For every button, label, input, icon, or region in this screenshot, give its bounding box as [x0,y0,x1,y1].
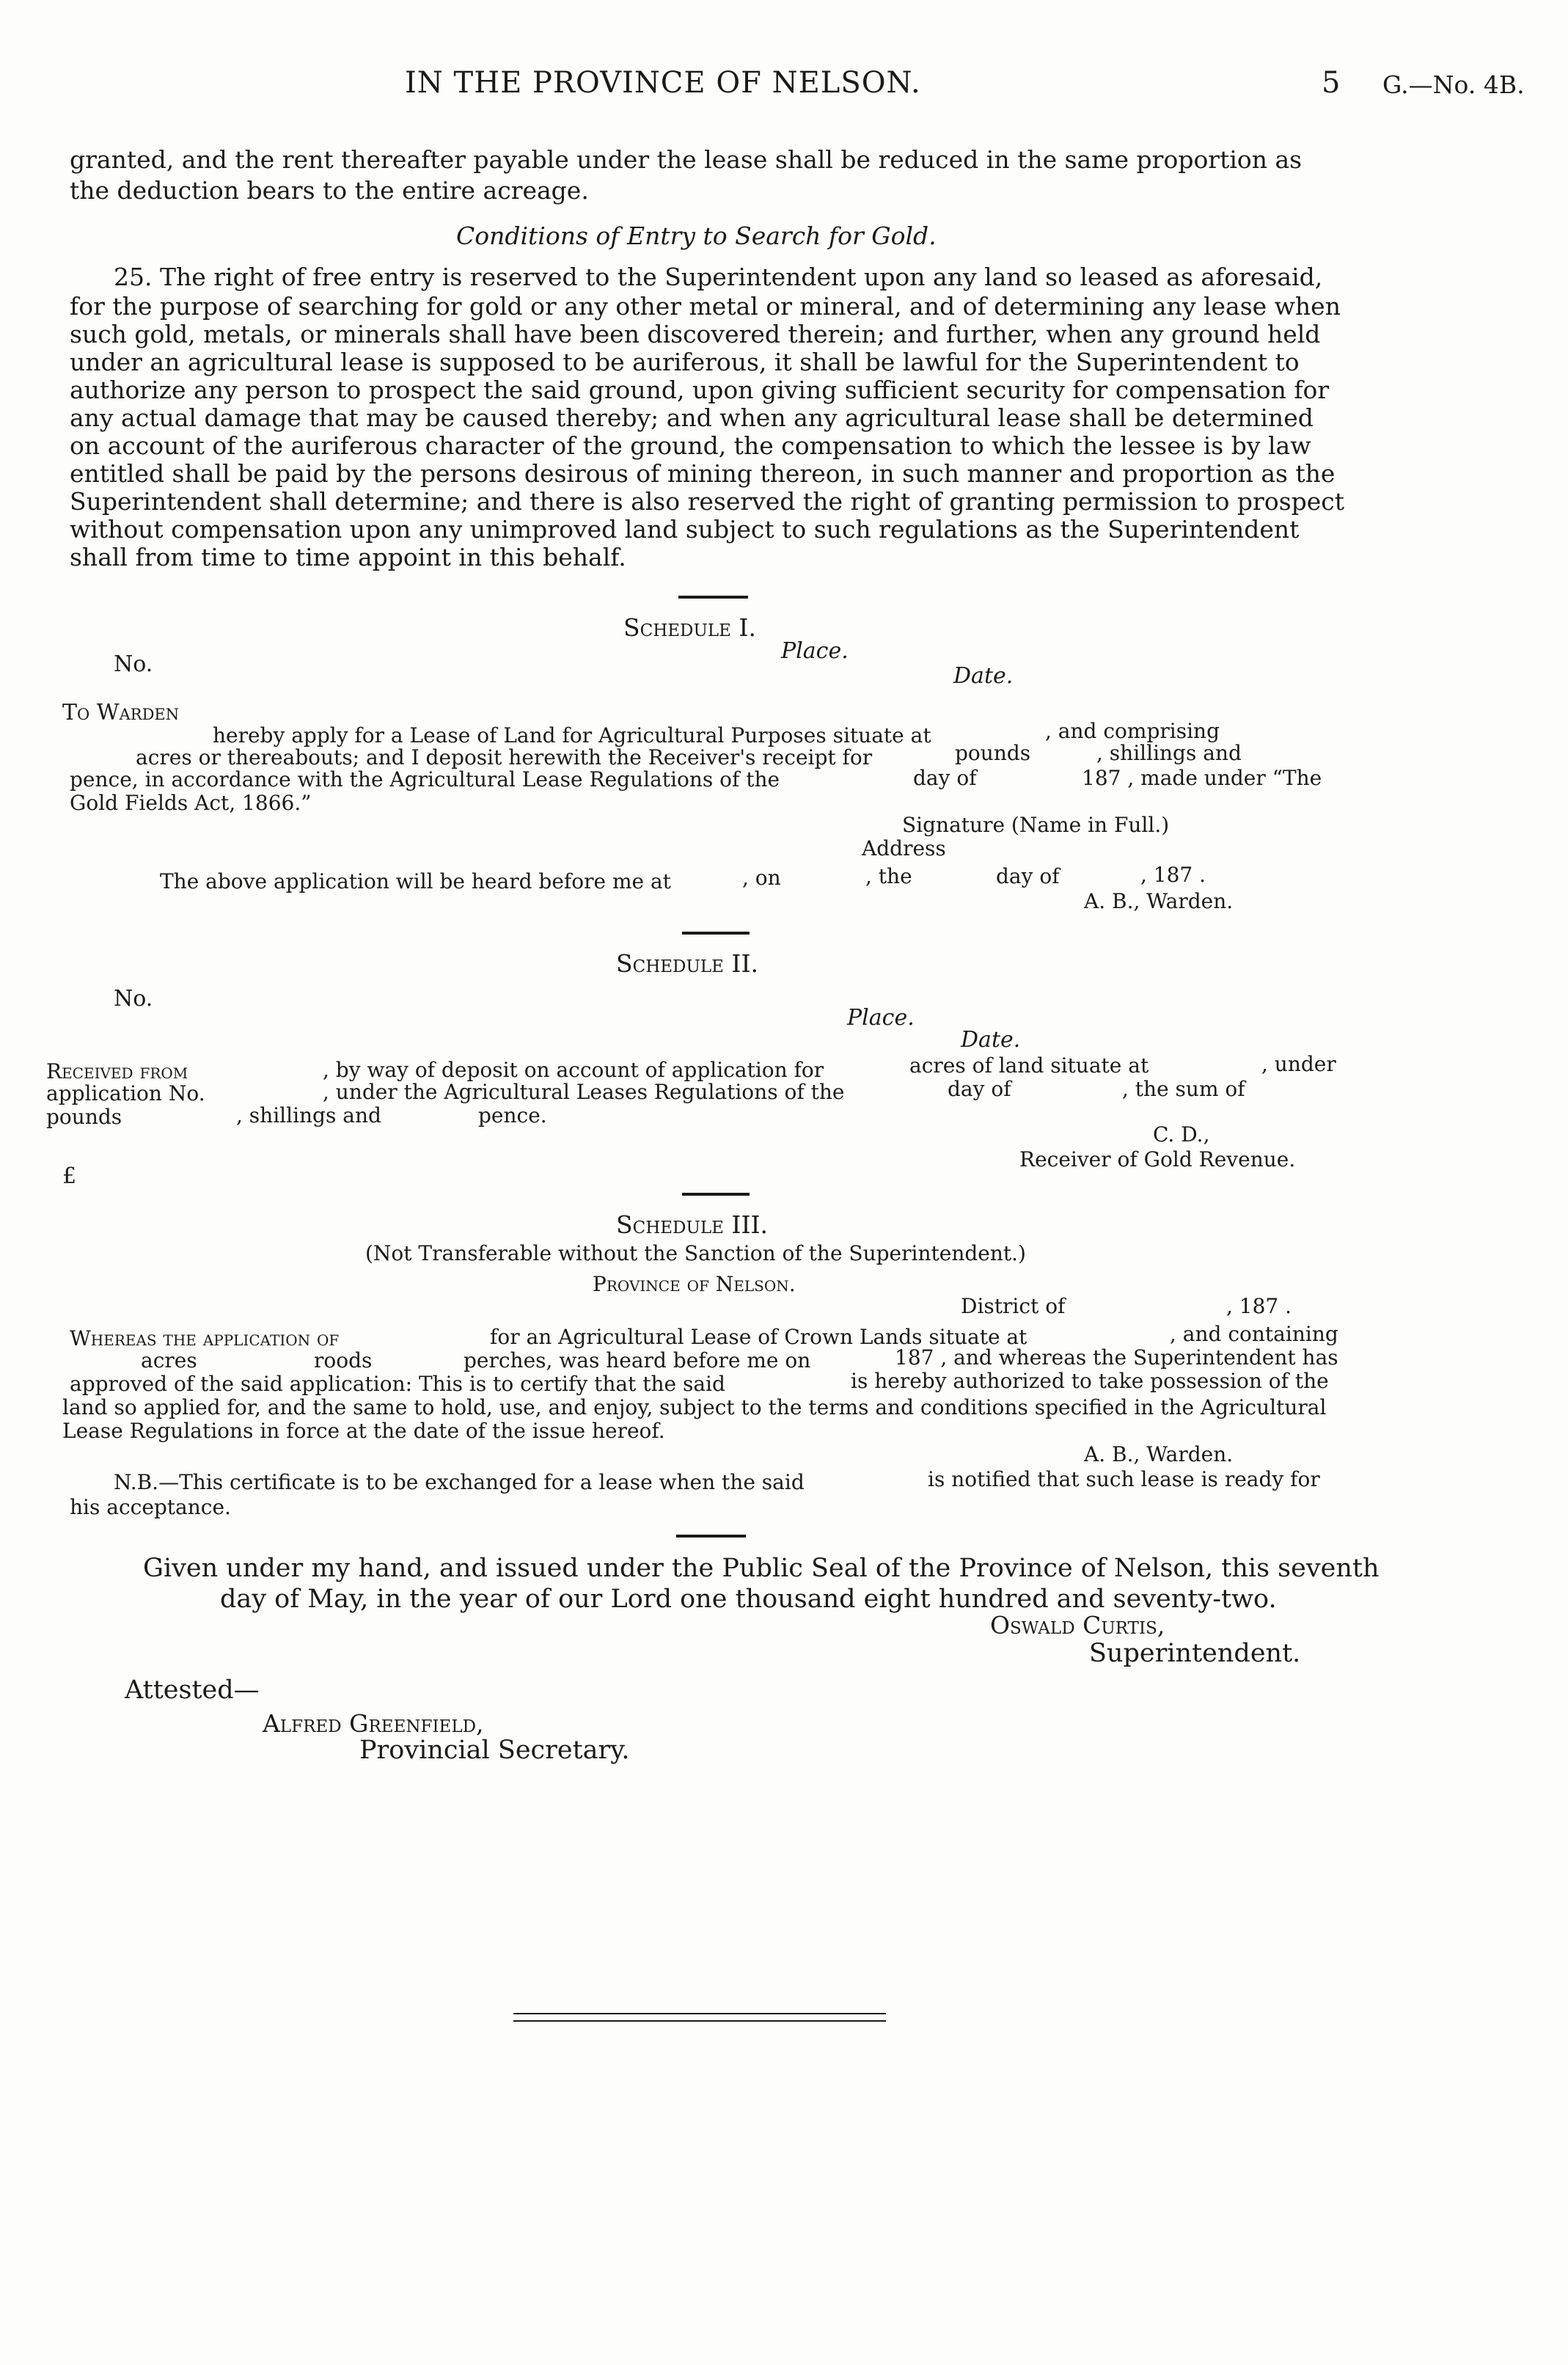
schedule-3-text: is hereby authorized to take possession of the [851,1369,1329,1393]
schedule-2-receiver: Receiver of Gold Revenue. [1019,1147,1296,1171]
schedule-1-heading: Schedule I. [623,613,756,642]
schedule-2-text: acres of land situate at [909,1053,1149,1078]
pound-sign: £ [62,1163,77,1189]
conditions-line: authorize any person to prospect the said ground, upon giving sufficient security for compensation for [70,376,1330,404]
secretary-title: Provincial Secretary. [359,1736,630,1765]
schedule-2-text: , shillings and [236,1103,381,1127]
schedule-1-text: pounds [955,741,1031,765]
schedule-3-note: is notified that such lease is ready for [928,1467,1320,1491]
schedule-1-warden: A. B., Warden. [1084,889,1234,913]
divider [682,1193,750,1196]
superintendent-name: Oswald Curtis, [990,1611,1165,1640]
schedule-1-hearing: , the [865,864,912,888]
schedule-1-signature: Signature (Name in Full.) [902,813,1170,837]
schedule-2-place: Place. [847,1005,915,1031]
schedule-2-text: pounds [46,1105,122,1129]
schedule-2-date: Date. [961,1027,1021,1053]
footer-rule [513,2020,886,2022]
conditions-line: such gold, metals, or minerals shall have been discovered therein; and further, when any ground held [70,320,1321,348]
schedule-3-text: for an Agricultural Lease of Crown Lands situate at [490,1325,1027,1349]
schedule-2-received: Received from [46,1059,188,1083]
schedule-1-text: , and comprising [1045,719,1220,743]
intro-line-1: granted, and the rent thereafter payable under the lease shall be reduced in the same proportion as [70,145,1303,174]
schedule-1-text: , shillings and [1096,741,1242,765]
conditions-line: any actual damage that may be caused thereby; and when any agricultural lease shall be determined [70,403,1314,432]
schedule-3-text: roods [314,1348,373,1372]
schedule-3-text: 187 , and whereas the Superintendent has [895,1345,1338,1370]
conditions-line: entitled shall be paid by the persons desirous of mining thereon, in such manner and proportion as the [70,459,1336,488]
schedule-3-province: Province of Nelson. [593,1272,796,1296]
schedule-3-text: perches, was heard before me on [464,1348,811,1372]
schedule-2-text: pence. [478,1103,547,1127]
schedule-2-text: , by way of deposit on account of application for [323,1058,824,1082]
divider [676,1535,746,1538]
footer-rule [513,2013,886,2014]
schedule-1-text: pence, in accordance with the Agricultural Lease Regulations of the [70,767,780,792]
schedule-3-text: acres [141,1348,197,1372]
schedule-3-text: land so applied for, and the same to hold, use, and enjoy, subject to the terms and conditions specified in the Agricultural [62,1395,1327,1419]
schedule-3-text: Lease Regulations in force at the date of the issue hereof. [62,1419,665,1443]
schedule-3-warden: A. B., Warden. [1084,1442,1234,1466]
schedule-1-text: hereby apply for a Lease of Land for Agricultural Purposes situate at [213,723,931,747]
schedule-3-whereas: Whereas the application of [70,1326,340,1350]
conditions-line: on account of the auriferous character of the ground, the compensation to which the lessee is by law [70,431,1311,460]
schedule-1-address: Address [862,836,946,860]
secretary-name: Alfred Greenfield, [263,1709,484,1738]
schedule-2-text: day of [948,1077,1011,1101]
conditions-line: for the purpose of searching for gold or any other metal or mineral, and of determining any lease when [70,292,1341,321]
page-number: 5 [1322,66,1341,100]
schedule-1-date: Date. [953,663,1014,689]
schedule-1-text: Gold Fields Act, 1866.” [70,791,312,815]
schedule-1-addressee: To Warden [62,700,180,725]
conditions-line: shall from time to time appoint in this behalf. [70,543,626,571]
schedule-2-text: , the sum of [1122,1077,1245,1101]
schedule-2-text: , under the Agricultural Leases Regulations of the [323,1080,845,1104]
conditions-line: without compensation upon any unimproved land subject to such regulations as the Superintendent [70,515,1300,544]
schedule-3-subheading: (Not Transferable without the Sanction of the Superintendent.) [365,1241,1026,1265]
schedule-1-hearing: , on [742,866,781,890]
attested-label: Attested— [125,1675,260,1705]
schedule-1-hearing: The above application will be heard before me at [160,869,671,893]
schedule-2-signer: C. D., [1153,1122,1210,1147]
schedule-1-text: acres or thereabouts; and I deposit herewith the Receiver's receipt for [136,745,873,770]
schedule-2-no: No. [114,986,153,1012]
schedule-3-district: District of [961,1294,1066,1318]
schedule-3-heading: Schedule III. [616,1210,769,1239]
schedule-3-note: his acceptance. [70,1495,231,1519]
schedule-1-no: No. [114,651,153,677]
schedule-1-text: day of [913,766,977,790]
intro-line-2: the deduction bears to the entire acreage. [70,176,589,205]
closing-line-1: Given under my hand, and issued under the Public Seal of the Province of Nelson, this seventh [143,1554,1380,1583]
schedule-1-hearing: day of [996,864,1060,888]
divider [682,932,750,935]
conditions-heading: Conditions of Entry to Search for Gold. [456,222,937,250]
schedule-2-heading: Schedule II. [616,949,758,978]
schedule-1-place: Place. [781,638,849,664]
closing-line-2: day of May, in the year of our Lord one thousand eight hundred and seventy-two. [220,1584,1277,1614]
schedule-3-text: , and containing [1170,1322,1338,1346]
superintendent-title: Superintendent. [1089,1639,1301,1668]
page-title: IN THE PROVINCE OF NELSON. [405,66,921,100]
schedule-3-text: approved of the said application: This is to certify that the said [70,1372,725,1396]
schedule-2-text: , under [1261,1052,1336,1076]
conditions-line: under an agricultural lease is supposed to be auriferous, it shall be lawful for the Superintendent to [70,348,1300,376]
divider [678,596,748,599]
schedule-2-text: application No. [46,1081,205,1105]
schedule-1-hearing: , 187 . [1140,863,1206,887]
schedule-3-district-year: , 187 . [1226,1294,1292,1318]
schedule-1-text: 187 , made under “The [1082,766,1322,790]
conditions-line: Superintendent shall determine; and there is also reserved the right of granting permission to prospect [70,487,1345,516]
conditions-line: 25. The right of free entry is reserved to the Superintendent upon any land so leased as aforesaid, [114,263,1323,291]
schedule-3-note: N.B.—This certificate is to be exchanged for a lease when the said [114,1470,805,1494]
document-reference: G.—No. 4B. [1382,70,1525,99]
